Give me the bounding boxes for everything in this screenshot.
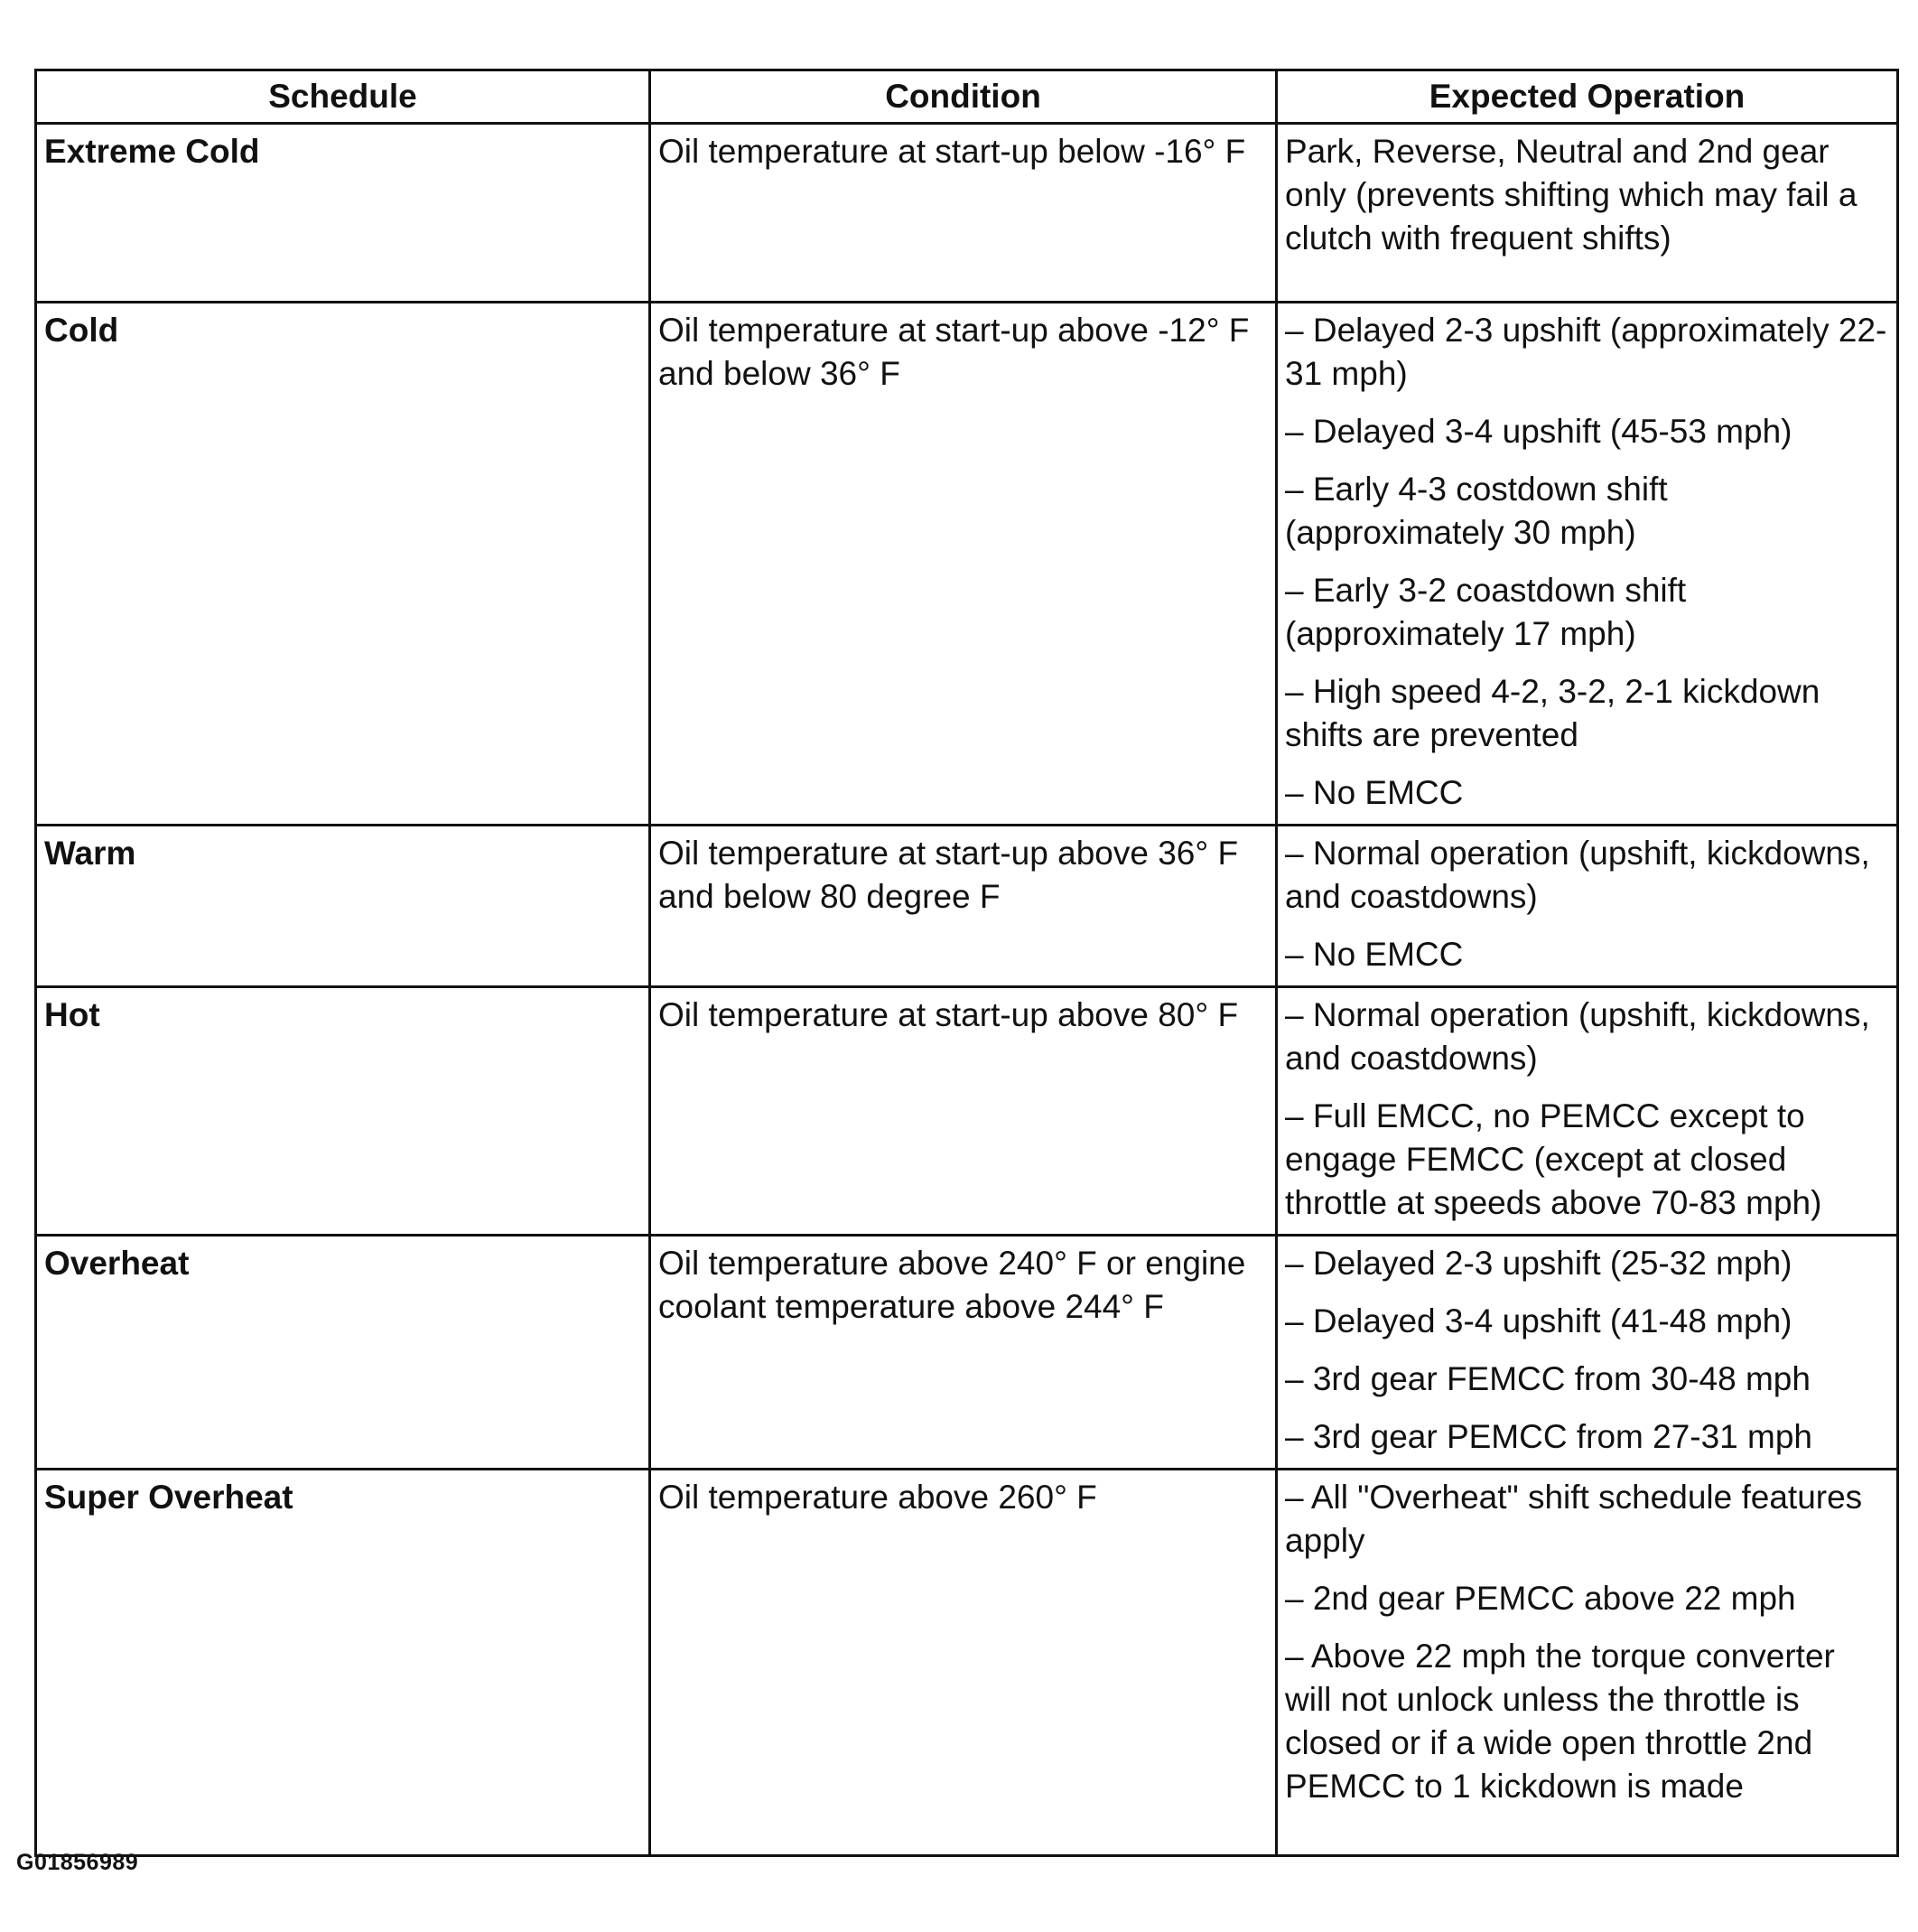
schedule-cell: Hot — [36, 987, 650, 1236]
operation-cell — [1277, 124, 1898, 303]
operation-item: – Delayed 2-3 upshift (25-32 mph) — [1285, 1245, 1792, 1282]
shift-schedule-table — [34, 69, 1899, 1857]
operation-item: – 3rd gear PEMCC from 27-31 mph — [1285, 1418, 1813, 1455]
operation-item: – Above 22 mph the torque converter will not unlock unless the throttle is closed or if a wide open throttle 2nd PEMCC to 1 kickdown is made — [1285, 1638, 1835, 1805]
condition-cell: Oil temperature at start-up below -16° F — [650, 124, 1277, 303]
schedule-cell: Overheat — [36, 1236, 650, 1470]
schedule-cell: Cold — [36, 303, 650, 826]
condition-cell: Oil temperature at start-up above 80° F — [650, 987, 1277, 1236]
schedule-cell: Super Overheat — [36, 1470, 650, 1856]
table-row — [36, 303, 1898, 826]
header-schedule: Schedule — [36, 70, 650, 124]
operation-item: – All "Overheat" shift schedule features apply — [1285, 1479, 1863, 1559]
operation-item: – 3rd gear FEMCC from 30-48 mph — [1285, 1360, 1811, 1397]
schedule-cell: Extreme Cold — [36, 124, 650, 303]
operation-item: – Early 4-3 costdown shift (approximately 30 mph) — [1285, 471, 1668, 551]
operation-cell — [1277, 1236, 1898, 1470]
operation-item: – No EMCC — [1285, 936, 1464, 973]
operation-item: – Delayed 3-4 upshift (41-48 mph) — [1285, 1302, 1792, 1339]
operation-item: – Normal operation (upshift, kickdowns, and coastdowns) — [1285, 996, 1870, 1077]
operation-cell — [1277, 826, 1898, 987]
operation-item: – Full EMCC, no PEMCC except to engage FEMCC (except at closed throttle at speeds above 70-83 mph) — [1285, 1097, 1822, 1221]
schedule-cell: Warm — [36, 826, 650, 987]
table-row — [36, 1236, 1898, 1470]
table-row — [36, 124, 1898, 303]
operation-cell — [1277, 303, 1898, 826]
operation-item: – Delayed 2-3 upshift (approximately 22-31 mph) — [1285, 312, 1887, 392]
table-row — [36, 826, 1898, 987]
operation-item: – High speed 4-2, 3-2, 2-1 kickdown shifts are prevented — [1285, 673, 1820, 753]
operation-item: – Early 3-2 coastdown shift (approximately 17 mph) — [1285, 572, 1687, 652]
table-row — [36, 1470, 1898, 1856]
operation-item: – Normal operation (upshift, kickdowns, and coastdowns) — [1285, 835, 1870, 915]
header-expected-operation: Expected Operation — [1277, 70, 1898, 124]
condition-cell: Oil temperature at start-up above 36° F and below 80 degree F — [650, 826, 1277, 987]
operation-item: Park, Reverse, Neutral and 2nd gear only (prevents shifting which may fail a clutch with frequent shifts) — [1285, 133, 1857, 257]
operation-cell — [1277, 1470, 1898, 1856]
table-row — [36, 987, 1898, 1236]
header-condition: Condition — [650, 70, 1277, 124]
table-header-row — [36, 70, 1898, 124]
figure-id: G01856989 — [16, 1850, 139, 1875]
condition-cell: Oil temperature above 260° F — [650, 1470, 1277, 1856]
operation-item: – Delayed 3-4 upshift (45-53 mph) — [1285, 413, 1792, 450]
operation-cell — [1277, 987, 1898, 1236]
condition-cell: Oil temperature above 240° F or engine coolant temperature above 244° F — [650, 1236, 1277, 1470]
operation-item: – No EMCC — [1285, 774, 1464, 811]
operation-item: – 2nd gear PEMCC above 22 mph — [1285, 1580, 1796, 1617]
condition-cell: Oil temperature at start-up above -12° F and below 36° F — [650, 303, 1277, 826]
